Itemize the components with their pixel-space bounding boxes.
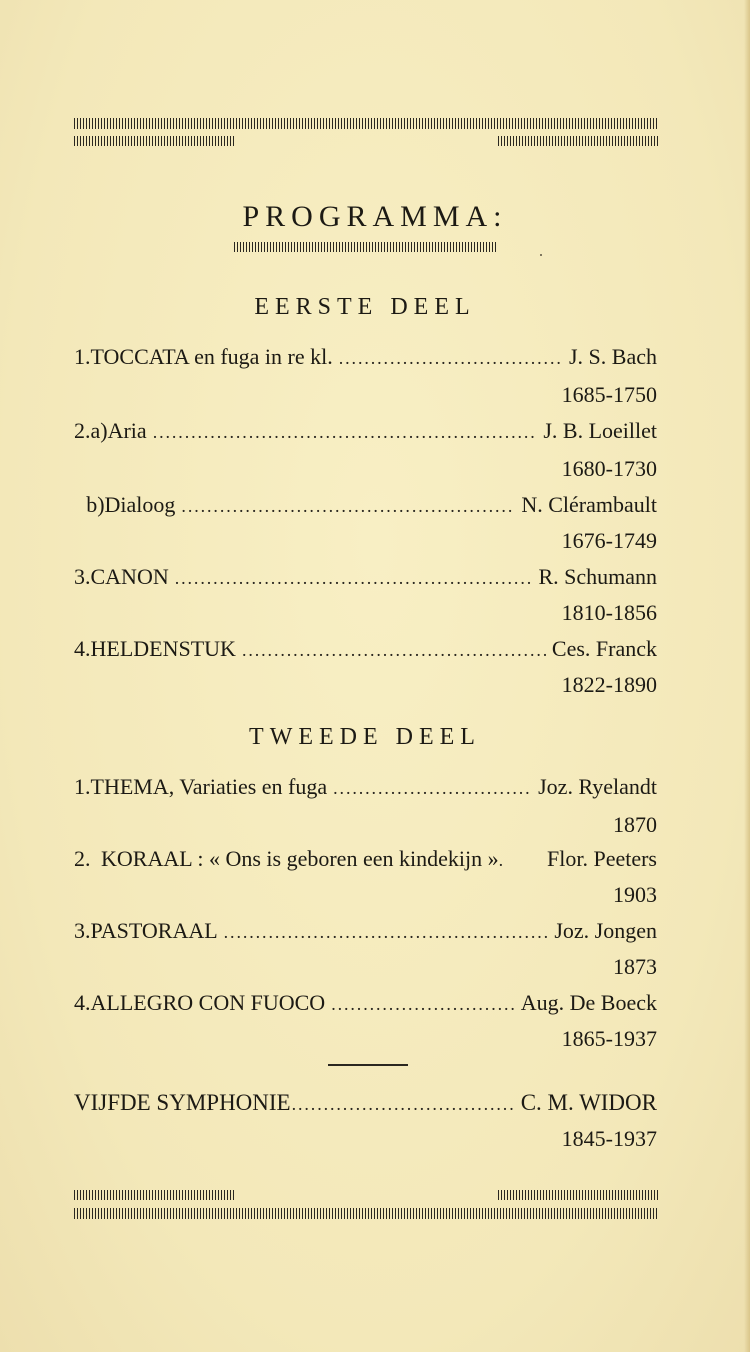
program-item	[74, 344, 657, 374]
item-number: 1.	[74, 774, 91, 799]
piece-title: CANON	[90, 564, 169, 589]
composer: Ces. Franck	[551, 636, 657, 661]
composer-years: 1680-1730	[561, 456, 657, 481]
item-number: 2.	[74, 846, 91, 871]
dot-leader	[499, 850, 503, 871]
composer: J. S. Bach	[569, 344, 657, 369]
item-number: 1.	[74, 344, 91, 369]
item-number: 4.	[74, 990, 91, 1015]
item-sub-letter: b)	[86, 492, 105, 517]
piece-title: Aria	[107, 418, 147, 443]
dot-leader	[339, 348, 563, 369]
composer-years: 1865-1937	[561, 1026, 657, 1051]
composer: R. Schumann	[538, 564, 657, 589]
piece-title: HELDENSTUK	[90, 636, 236, 661]
program-item	[74, 636, 657, 666]
piece-title: THEMA, Variaties en fuga	[90, 774, 328, 799]
program-item	[74, 492, 657, 522]
composer-years: 1676-1749	[561, 528, 657, 553]
dot-leader	[175, 568, 533, 589]
program-item	[74, 418, 657, 448]
ornament-bar-top-left	[74, 136, 234, 146]
composer-years: 1870	[613, 812, 657, 837]
section-heading-part1: EERSTE DEEL	[254, 294, 476, 320]
dot-leader	[242, 640, 546, 661]
program-item	[74, 774, 657, 804]
ornament-bar-top	[74, 118, 658, 129]
composer: N. Clérambault	[521, 492, 657, 517]
composer-years: 1873	[613, 954, 657, 979]
dot-leader	[224, 922, 549, 943]
composer-years: 1685-1750	[561, 382, 657, 407]
ornament-bar-top-right	[498, 136, 658, 146]
dot-leader	[331, 994, 515, 1015]
section-heading-part2: TWEEDE DEEL	[249, 724, 481, 750]
item-sub-letter: a)	[90, 418, 108, 443]
paper-speck	[540, 254, 542, 256]
program-item-finale	[74, 1090, 657, 1120]
ornament-bar-bottom-right	[498, 1190, 658, 1200]
piece-title: TOCCATA en fuga in re kl.	[90, 344, 333, 369]
item-number: 4.	[74, 636, 91, 661]
divider-rule	[328, 1064, 408, 1066]
item-number: 2.	[74, 418, 91, 443]
piece-title: Dialoog	[104, 492, 176, 517]
composer-years: 1822-1890	[561, 672, 657, 697]
piece-title: ALLEGRO CON FUOCO	[90, 990, 326, 1015]
dot-leader	[181, 496, 515, 517]
ornament-bar-bottom-left	[74, 1190, 234, 1200]
composer-years: 1810-1856	[561, 600, 657, 625]
item-number: 3.	[74, 564, 91, 589]
composer: C. M. WIDOR	[520, 1090, 657, 1115]
dot-leader	[292, 1094, 515, 1115]
composer-years: 1845-1937	[561, 1126, 657, 1151]
program-item	[74, 846, 657, 876]
ornament-bar-bottom	[74, 1208, 658, 1219]
composer: J. B. Loeillet	[543, 418, 657, 443]
piece-title: PASTORAAL	[90, 918, 218, 943]
program-item	[74, 990, 657, 1020]
dot-leader	[153, 422, 538, 443]
item-number: 3.	[74, 918, 91, 943]
page-title: PROGRAMMA:	[242, 200, 508, 233]
title-underline-bar	[234, 242, 498, 252]
composer: Flor. Peeters	[547, 846, 657, 871]
composer: Aug. De Boeck	[520, 990, 657, 1015]
composer: Joz. Jongen	[554, 918, 657, 943]
dot-leader	[333, 778, 532, 799]
piece-title: VIJFDE SYMPHONIE	[74, 1090, 291, 1115]
composer: Joz. Ryelandt	[538, 774, 657, 799]
piece-title: KORAAL : « Ons is geboren een kindekijn »	[101, 846, 499, 871]
program-item	[74, 564, 657, 594]
program-item	[74, 918, 657, 948]
composer-years: 1903	[613, 882, 657, 907]
